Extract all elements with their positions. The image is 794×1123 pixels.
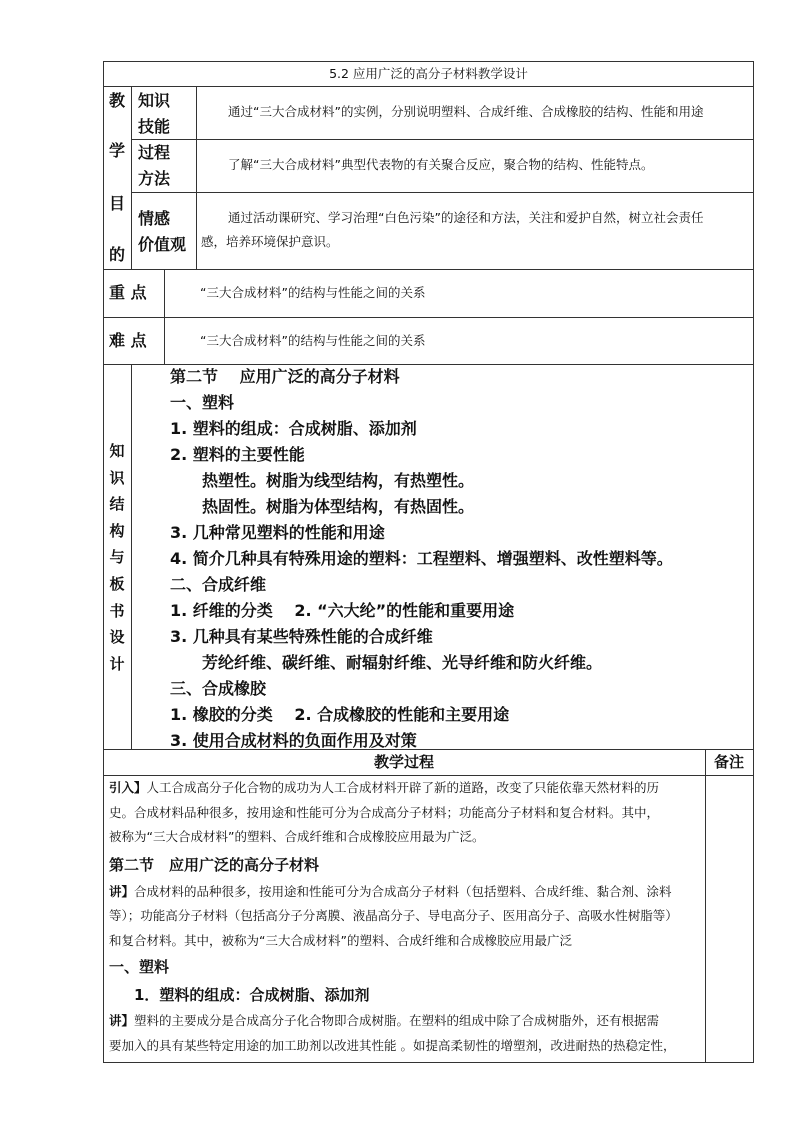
lecture-line: 要加入的具有某些特定用途的加工助剂以改进其性能 。如提高柔韧性的增塑剂，改进耐热的热稳定性， [109, 1037, 676, 1053]
board-side-label [107, 438, 127, 677]
lecture-line: 等）；功能高分子材料（包括高分子分离膜、液晶高分子、导电高分子、医用高分子、高吸水性树脂等） [109, 908, 678, 923]
board-line: 2. 塑料的主要性能 [170, 445, 305, 464]
objective-label-line: 价值观 [138, 235, 187, 254]
board-line: 3. 几种常见塑料的性能和用途 [170, 523, 385, 542]
side-char: 知 [109, 442, 125, 460]
difficulty-label: 难 点 [109, 331, 147, 350]
objective-label [138, 140, 170, 192]
rule [131, 192, 754, 193]
part-title: 一、塑料 [109, 958, 170, 976]
rule [131, 139, 754, 140]
key-point-label: 重 点 [109, 283, 147, 302]
remark-header: 备注 [713, 753, 744, 771]
side-char: 识 [109, 468, 125, 487]
objective-text: 通过活动课研究、学习治理“白色污染”的途径和方法，关注和爱护自然，树立社会责任 [228, 210, 704, 225]
objective-label-line: 知识 [138, 91, 171, 110]
board-content [170, 364, 750, 754]
difficulty-text: “三大合成材料”的结构与性能之间的关系 [200, 333, 426, 348]
board-line: 热固性。树脂为体型结构，有热固性。 [202, 497, 475, 516]
intro-tag: 引入】 [109, 780, 147, 795]
side-char: 设 [109, 628, 125, 647]
key-point-text: “三大合成材料”的结构与性能之间的关系 [200, 285, 426, 300]
side-char: 书 [109, 601, 125, 620]
rule [103, 1062, 754, 1063]
objective-label-line: 方法 [138, 169, 171, 188]
rule [705, 749, 706, 1063]
side-char: 与 [109, 548, 125, 567]
process-header: 教学过程 [373, 753, 434, 771]
intro-text: 人工合成高分子化合物的成功为人工合成材料开辟了新的道路，改变了只能依靠天然材料的历 [146, 780, 660, 795]
side-char: 学 [108, 141, 125, 160]
rule [131, 86, 132, 269]
board-line: 1. 橡胶的分类 2. 合成橡胶的性能和主要用途 [170, 705, 510, 724]
board-line: 芳纶纤维、碳纤维、耐辐射纤维、光导纤维和防火纤维。 [202, 653, 603, 672]
objective-label [138, 206, 186, 258]
side-char: 目 [108, 194, 125, 213]
objective-text: 感，培养环境保护意识。 [201, 234, 339, 249]
side-char: 教 [108, 91, 125, 110]
side-char: 计 [109, 654, 125, 673]
document-title: 5.2 应用广泛的高分子材料教学设计 [329, 66, 528, 81]
lecture-line [109, 880, 703, 905]
board-line: 一、塑料 [170, 393, 235, 412]
side-char: 构 [109, 521, 125, 540]
rule [103, 61, 104, 1063]
lecture-tag: 讲】 [109, 1013, 135, 1028]
lecture-text: 塑料的主要成分是合成高分子化合物即合成树脂。在塑料的组成中除了合成树脂外，还有根据需 [134, 1013, 660, 1028]
intro-line: 被称为“三大合成材料”的塑料、合成纤维和合成橡胶应用最为广泛。 [109, 829, 485, 844]
lecture-tag: 讲】 [109, 883, 135, 899]
intro-line [109, 776, 703, 801]
section-title: 第二节 应用广泛的高分子材料 [109, 855, 320, 874]
board-line: 热塑性。树脂为线型结构，有热塑性。 [202, 471, 475, 490]
board-line: 4. 简介几种具有特殊用途的塑料：工程塑料、增强塑料、改性塑料等。 [170, 549, 673, 568]
objective-text: 了解“三大合成材料”典型代表物的有关聚合反应，聚合物的结构、性能特点。 [228, 157, 654, 172]
intro-line: 史。合成材料品种很多，按用途和性能可分为合成高分子材料；功能高分子材料和复合材料。其中， [109, 804, 660, 820]
rule [103, 86, 754, 87]
objective-label [138, 88, 170, 140]
lecture-line [109, 1009, 703, 1034]
board-line: 3. 使用合成材料的负面作用及对策 [170, 731, 417, 750]
board-line: 二、合成纤维 [170, 575, 267, 594]
process-body [109, 776, 703, 1058]
rule [164, 269, 165, 365]
rule [753, 61, 754, 1063]
rule [196, 86, 197, 269]
rule [103, 317, 754, 318]
board-line: 三、合成橡胶 [170, 679, 267, 698]
board-line: 1. 纤维的分类 2. “六大纶”的性能和重要用途 [170, 601, 515, 620]
lecture-line: 和复合材料。其中，被称为“三大合成材料”的塑料、合成纤维和合成橡胶应用最广泛 [109, 932, 572, 948]
side-char: 结 [109, 495, 125, 514]
lecture-text: 合成材料的品种很多，按用途和性能可分为合成高分子材料（包括塑料、合成纤维、黏合剂、涂料 [134, 883, 672, 899]
board-line: 3. 几种具有某些特殊性能的合成纤维 [170, 627, 433, 646]
objective-text: 通过“三大合成材料”的实例，分别说明塑料、合成纤维、合成橡胶的结构、性能和用途 [228, 104, 704, 119]
part-subtitle: 1．塑料的组成：合成树脂、添加剂 [134, 986, 370, 1004]
rule [103, 269, 754, 270]
objective-label-line: 技能 [138, 117, 171, 136]
board-line: 1. 塑料的组成：合成树脂、添加剂 [170, 419, 417, 438]
rule [131, 364, 132, 749]
objective-label-line: 过程 [138, 143, 171, 162]
objective-label-line: 情感 [138, 209, 171, 228]
side-char: 的 [108, 245, 125, 264]
board-line: 第二节 应用广泛的高分子材料 [170, 367, 400, 386]
side-char: 板 [109, 574, 125, 593]
